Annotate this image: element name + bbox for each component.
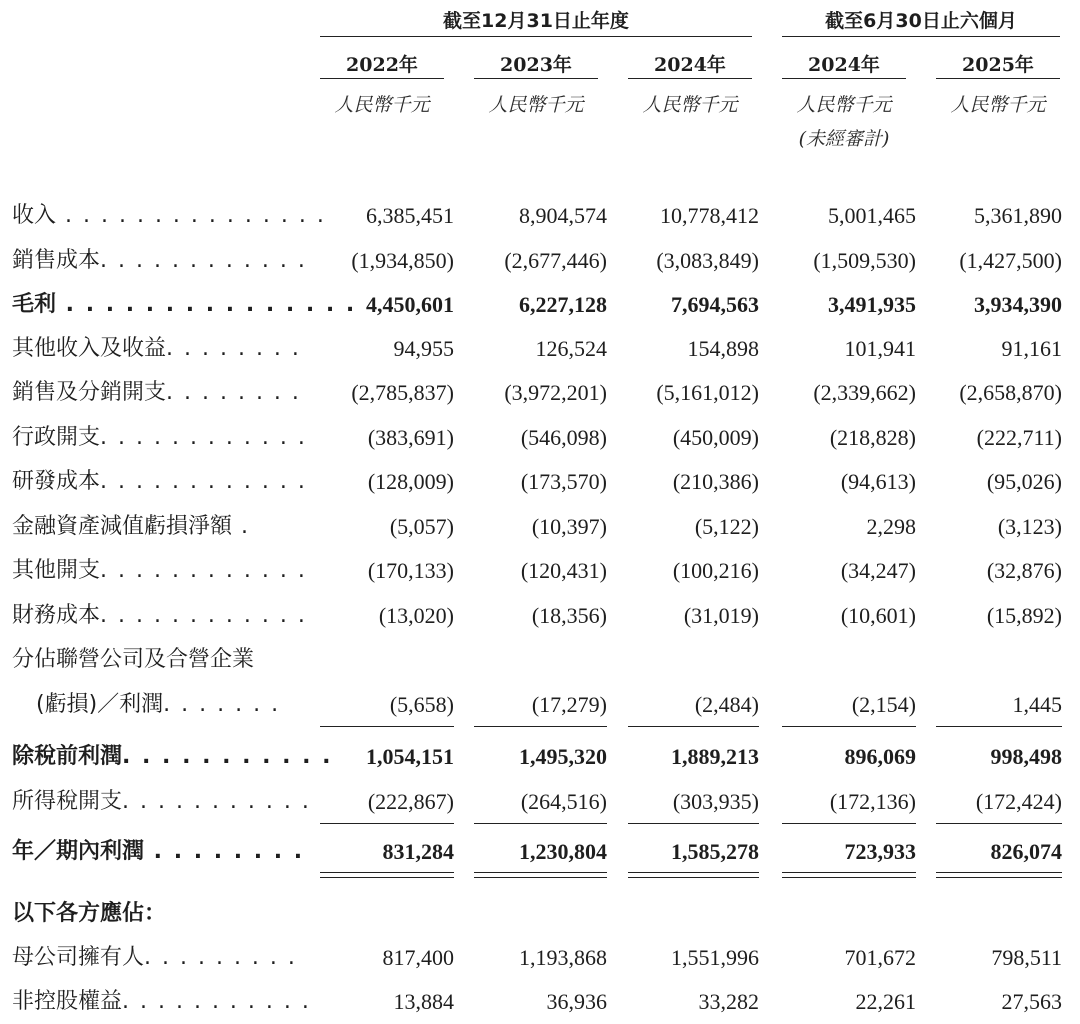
- year-rule: [936, 78, 1060, 79]
- row-value: (172,424): [975, 789, 1062, 814]
- row-value: 826,074: [990, 839, 1062, 864]
- row-label: [12, 371, 301, 415]
- table-row: [0, 371, 1080, 415]
- unit-label: 人民幣千元: [950, 94, 1046, 116]
- year-2024: 2024年: [654, 54, 726, 76]
- row-leader-dots: . . . . . . . . . . . . . . .: [56, 292, 357, 317]
- row-value: 5,001,465: [828, 203, 916, 228]
- row-leader-dots: . . . . . . . . . . .: [122, 989, 311, 1014]
- subtotal-rule: [936, 726, 1062, 727]
- row-value: (5,057): [389, 514, 454, 539]
- row-value: 10,778,412: [660, 203, 759, 228]
- double-rule-top: [320, 872, 454, 873]
- row-value: 896,069: [844, 744, 916, 769]
- table-row: [0, 327, 1080, 371]
- row-value: 798,511: [991, 945, 1062, 970]
- row-value: (2,785,837): [351, 380, 454, 405]
- table-row: [0, 505, 1080, 549]
- row-value: (222,867): [367, 789, 454, 814]
- row-value: 998,498: [990, 744, 1062, 769]
- table-row: [0, 936, 1080, 980]
- row-value: (172,136): [829, 789, 916, 814]
- row-value: (15,892): [986, 603, 1062, 628]
- row-label-text: 金融資產減值虧損淨額: [12, 514, 233, 539]
- row-value: 3,491,935: [828, 292, 916, 317]
- row-label-text: (虧損)／利潤: [36, 692, 164, 717]
- row-label: [12, 460, 307, 504]
- row-value: (5,122): [694, 514, 759, 539]
- attributable-heading: 以下各方應佔：: [12, 901, 167, 926]
- double-rule-bottom: [782, 877, 916, 878]
- row-label-text: 毛利: [12, 292, 57, 317]
- row-label: [12, 936, 297, 980]
- table-row: [0, 683, 1080, 727]
- row-value: (222,711): [976, 425, 1062, 450]
- row-value: (10,601): [840, 603, 916, 628]
- row-value: (210,386): [672, 469, 759, 494]
- row-label-text: 行政開支: [12, 425, 101, 450]
- row-leader-dots: . . . . . . . . . . . .: [100, 469, 307, 494]
- row-label-text: 研發成本: [12, 469, 101, 494]
- row-value: 126,524: [535, 336, 607, 361]
- row-value: (1,427,500): [959, 248, 1062, 273]
- double-rule-top: [936, 872, 1062, 873]
- row-value: (100,216): [672, 558, 759, 583]
- row-label-text: 銷售及分銷開支: [12, 380, 167, 405]
- table-row: [0, 460, 1080, 504]
- total-rule: [320, 823, 454, 824]
- double-rule-bottom: [320, 877, 454, 878]
- row-value: (173,570): [520, 469, 607, 494]
- year-2023: 2023年: [500, 54, 572, 76]
- table-row: [0, 780, 1080, 824]
- row-leader-dots: . . . . . . . . . . . .: [100, 425, 307, 450]
- row-value: (17,279): [531, 692, 607, 717]
- double-rule-top: [628, 872, 759, 873]
- row-label-text: 其他收入及收益: [12, 336, 167, 361]
- row-leader-dots: . . . . . . . . . . .: [122, 789, 311, 814]
- year-2022: 2022年: [346, 54, 418, 76]
- row-value: 3,934,390: [974, 292, 1062, 317]
- unit-label: 人民幣千元: [488, 94, 584, 116]
- year-2025-half: 2025年: [962, 54, 1034, 76]
- row-value: 6,227,128: [519, 292, 607, 317]
- row-label-text: 分佔聯營公司及合營企業: [12, 647, 255, 672]
- row-value: (3,123): [997, 514, 1062, 539]
- row-label-text: 財務成本: [12, 603, 101, 628]
- year-rule: [474, 78, 598, 79]
- double-rule-bottom: [628, 877, 759, 878]
- row-value: 1,551,996: [671, 945, 759, 970]
- header-group-half-rule: [782, 36, 1060, 37]
- row-label: [12, 327, 301, 371]
- row-leader-dots: . . . . . . . . .: [144, 945, 297, 970]
- row-value: 33,282: [698, 989, 759, 1014]
- subtotal-rule: [474, 726, 607, 727]
- subtotal-rule: [628, 726, 759, 727]
- row-leader-dots: . . . . . . .: [163, 692, 281, 717]
- table-row: [0, 239, 1080, 283]
- row-value: (3,972,201): [504, 380, 607, 405]
- row-leader-dots: . . . . . . . . . . .: [122, 744, 333, 769]
- row-value: [759, 638, 916, 682]
- row-value: 1,585,278: [671, 839, 759, 864]
- row-label: [12, 549, 307, 593]
- row-value: (383,691): [367, 425, 454, 450]
- header-group-half: 截至6月30日止六個月: [825, 10, 1017, 32]
- row-value: 723,933: [844, 839, 916, 864]
- row-label-text: 銷售成本: [12, 248, 101, 273]
- row-value: 4,450,601: [366, 292, 454, 317]
- row-leader-dots: .: [232, 514, 251, 539]
- row-value: (18,356): [531, 603, 607, 628]
- table-row: [0, 594, 1080, 638]
- total-rule: [628, 823, 759, 824]
- row-value: 13,884: [393, 989, 454, 1014]
- row-label-text: 所得稅開支: [12, 789, 123, 814]
- row-leader-dots: . . . . . . . .: [166, 380, 301, 405]
- row-label: [12, 980, 311, 1024]
- table-row: [0, 980, 1080, 1024]
- row-value: (95,026): [986, 469, 1062, 494]
- row-value: [300, 638, 454, 682]
- row-value: (2,677,446): [504, 248, 607, 273]
- row-leader-dots: . . . . . . . . . . . .: [100, 603, 307, 628]
- row-label: [12, 416, 307, 460]
- double-rule-top: [782, 872, 916, 873]
- row-value: 91,161: [1001, 336, 1062, 361]
- row-leader-dots: . . . . . . . . . . . . . . .: [56, 203, 326, 228]
- row-value: (32,876): [986, 558, 1062, 583]
- row-value: (5,658): [389, 692, 454, 717]
- row-value: 1,193,868: [519, 945, 607, 970]
- unit-label: 人民幣千元: [796, 94, 892, 116]
- year-rule: [320, 78, 444, 79]
- row-value: (128,009): [367, 469, 454, 494]
- row-value: 27,563: [1001, 989, 1062, 1014]
- row-value: (13,020): [378, 603, 454, 628]
- row-label-text: 非控股權益: [12, 989, 123, 1014]
- row-value: (1,509,530): [813, 248, 916, 273]
- row-value: (94,613): [840, 469, 916, 494]
- row-value: (1,934,850): [351, 248, 454, 273]
- row-value: (546,098): [520, 425, 607, 450]
- row-value: [607, 638, 759, 682]
- row-label-text: 年／期內利潤: [12, 839, 145, 864]
- row-value: [916, 638, 1062, 682]
- double-rule-bottom: [474, 877, 607, 878]
- unaudited-note: (未經審計): [798, 128, 890, 150]
- row-label: [12, 239, 307, 283]
- row-value: 1,495,320: [519, 744, 607, 769]
- subtotal-rule: [320, 726, 454, 727]
- row-label: [12, 735, 333, 779]
- row-label: [12, 830, 304, 874]
- double-rule-top: [474, 872, 607, 873]
- row-value: 101,941: [844, 336, 916, 361]
- row-value: 94,955: [393, 336, 454, 361]
- row-value: (218,828): [829, 425, 916, 450]
- row-value: (170,133): [367, 558, 454, 583]
- row-value: (10,397): [531, 514, 607, 539]
- table-row: [0, 830, 1080, 874]
- row-label-text: 除稅前利潤: [12, 744, 123, 769]
- year-rule: [628, 78, 752, 79]
- row-value: 1,445: [1012, 692, 1062, 717]
- row-value: (34,247): [840, 558, 916, 583]
- row-value: 36,936: [546, 989, 607, 1014]
- row-value: [454, 638, 607, 682]
- row-label-text: 其他開支: [12, 558, 101, 583]
- row-value: (120,431): [520, 558, 607, 583]
- row-label: [36, 683, 280, 727]
- header-group-year: 截至12月31日止年度: [443, 10, 629, 32]
- row-value: 5,361,890: [974, 203, 1062, 228]
- table-row: [0, 638, 1080, 682]
- row-value: (31,019): [683, 603, 759, 628]
- row-value: (303,935): [672, 789, 759, 814]
- table-row: [0, 194, 1080, 238]
- row-value: 1,889,213: [671, 744, 759, 769]
- row-label: [12, 638, 254, 682]
- header-group-year-rule: [320, 36, 752, 37]
- row-value: 2,298: [866, 514, 916, 539]
- row-leader-dots: . . . . . . . .: [166, 336, 301, 361]
- row-label: [12, 505, 250, 549]
- year-2024-half: 2024年: [808, 54, 880, 76]
- row-value: (450,009): [672, 425, 759, 450]
- total-rule: [782, 823, 916, 824]
- year-rule: [782, 78, 906, 79]
- table-row: [0, 283, 1080, 327]
- row-leader-dots: . . . . . . . . . . . .: [100, 248, 307, 273]
- row-leader-dots: . . . . . . . . . . . .: [100, 558, 307, 583]
- row-label-text: 收入: [12, 203, 57, 228]
- row-value: 817,400: [382, 945, 454, 970]
- unit-label: 人民幣千元: [334, 94, 430, 116]
- row-value: 831,284: [382, 839, 454, 864]
- double-rule-bottom: [936, 877, 1062, 878]
- row-value: (3,083,849): [656, 248, 759, 273]
- table-row: [0, 549, 1080, 593]
- row-value: (2,484): [694, 692, 759, 717]
- row-value: 154,898: [687, 336, 759, 361]
- row-value: 1,054,151: [366, 744, 454, 769]
- total-rule: [936, 823, 1062, 824]
- row-label: [12, 194, 326, 238]
- row-value: 22,261: [855, 989, 916, 1014]
- row-value: 701,672: [844, 945, 916, 970]
- row-value: (2,339,662): [813, 380, 916, 405]
- row-leader-dots: . . . . . . . .: [144, 839, 305, 864]
- row-label-text: 母公司擁有人: [12, 945, 145, 970]
- total-rule: [474, 823, 607, 824]
- row-value: (5,161,012): [656, 380, 759, 405]
- row-label: [12, 780, 311, 824]
- row-value: 8,904,574: [519, 203, 607, 228]
- row-value: (264,516): [520, 789, 607, 814]
- row-value: 6,385,451: [366, 203, 454, 228]
- row-label: [12, 594, 307, 638]
- table-row: [0, 416, 1080, 460]
- row-value: (2,658,870): [959, 380, 1062, 405]
- table-row: [0, 735, 1080, 779]
- row-value: (2,154): [851, 692, 916, 717]
- unit-label: 人民幣千元: [642, 94, 738, 116]
- subtotal-rule: [782, 726, 916, 727]
- row-value: 7,694,563: [671, 292, 759, 317]
- row-value: 1,230,804: [519, 839, 607, 864]
